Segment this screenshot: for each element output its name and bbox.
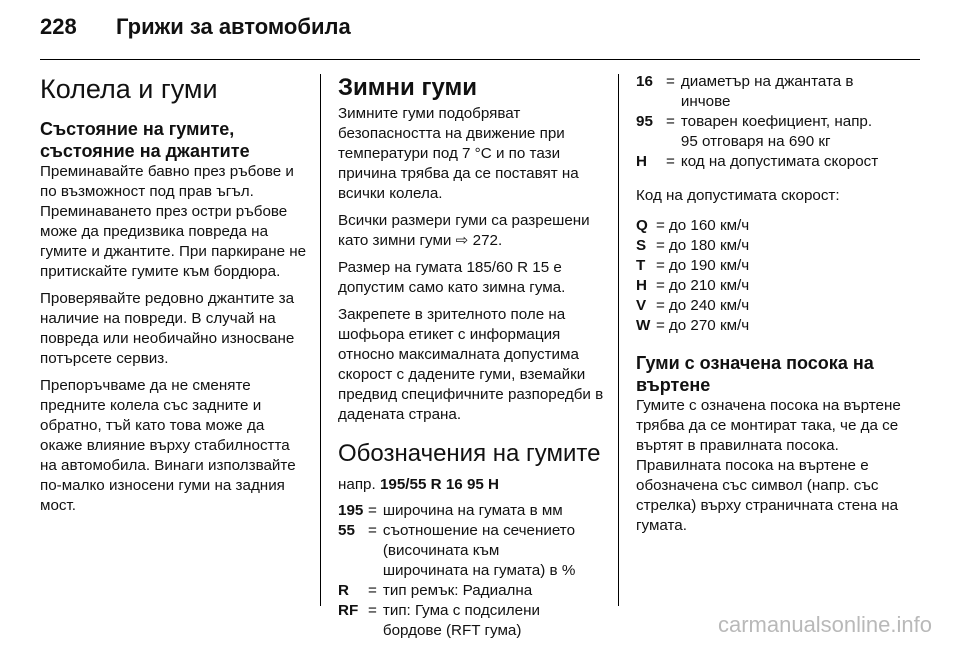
marking-definitions-continued [636,72,920,172]
speed-equals: = [656,237,665,254]
speed-key: H [636,277,647,294]
section-title: Грижи за автомобила [116,14,351,39]
column-2 [338,72,610,648]
watermark: carmanualsonline.info [717,612,932,637]
speed-equals: = [656,297,665,314]
speed-equals: = [656,257,665,274]
speed-equals: = [656,317,665,334]
example-prefix: напр. [338,476,376,493]
speed-equals: = [656,217,665,234]
paragraph: Препоръчваме да не сменяте предните колела със задните и обратно, тъй като това може да окаже влияние върху стабилността на автомобила. Винаги използвайте по-малко износени гуми на задния мост. [40,377,296,514]
definition-line: тип: Гума с подсилени [382,602,540,619]
paragraph: Преминавайте бавно през ръбове и по възможност под прав ъгъл. Преминаването през остри ръбове може да предизвика повреда на гумите и джантите. При паркиране не притискайте гумите към бордюра. [40,163,307,280]
definition-value [383,521,610,581]
speed-value: до 240 км/ч [668,297,750,314]
definition-equals: = [368,582,377,599]
definition-key: 95 [636,113,653,130]
page-reference: 272. [472,232,503,249]
definition-line: диаметър на джантата в [680,73,854,90]
column-1 [40,72,308,523]
definition-equals: = [368,502,377,519]
definition-key: R [338,582,349,599]
definition-key: RF [338,602,359,619]
winter-tyres-title: Зимни гуми [338,74,477,101]
definition-line: широчината на гумата) в % [382,562,576,579]
speed-row [636,216,920,236]
paragraph: Закрепете в зрителното поле на шофьора етикет с информация относно максималната допустима скорост с дадените гуми, вземайки предвид специфичните разпоредби в дадената страна. [338,306,604,423]
speed-row [636,256,920,276]
definition-line: бордове (RFT гума) [382,622,522,639]
chapter-title: Колела и гуми [40,74,218,104]
page-reference-icon: ⇨ [455,232,469,249]
definition-line: код на допустимата скорост [680,153,879,170]
definition-row [338,501,610,521]
subsection-title: Състояние на гумите, състояние на джантите [40,119,250,161]
speed-row [636,316,920,336]
page-number: 228 [40,14,77,39]
definition-key: H [636,153,647,170]
speed-key: V [636,297,647,314]
paragraph [338,211,610,251]
definition-value [681,112,920,152]
definition-equals: = [368,602,377,619]
speed-key: S [636,237,647,254]
paragraph-text: Всички размери гуми са разрешени като зимни гуми [338,212,590,249]
definition-key: 55 [338,522,355,539]
definition-key: 195 [338,502,364,519]
definition-line: широчина на гумата в мм [382,502,563,519]
paragraph: Проверявайте редовно джантите за наличие на повреди. В случай на повреда или необичайно износване потърсете сервиз. [40,290,295,367]
column-divider-2 [618,74,619,606]
speed-key: T [636,257,646,274]
markings-title: Обозначения на гумите [338,440,601,467]
speed-value: до 190 км/ч [668,257,750,274]
definition-line: тип ремък: Радиална [382,582,533,599]
definition-line: (височината към [382,542,500,559]
speed-row [636,276,920,296]
definition-equals: = [666,113,675,130]
definition-equals: = [666,73,675,90]
definition-row [636,152,920,172]
definition-row [636,112,920,152]
example-line [338,475,610,495]
paragraph: Зимните гуми подобряват безопасността на движение при температури под 7 °C и по тази причина трябва да се поставят на всички колела. [338,105,579,202]
definition-line: товарен коефициент, напр. [680,113,873,130]
paragraph: Размер на гумата 185/60 R 15 е допустим само като зимна гума. [338,259,566,296]
header-rule [40,59,920,60]
speed-row [636,236,920,256]
definition-line: 95 отговаря на 690 кг [680,133,831,150]
definition-value [383,501,610,521]
definition-row [338,581,610,601]
definition-value [383,601,610,641]
speed-row [636,296,920,316]
speed-value: до 210 км/ч [668,277,750,294]
definition-line: съотношение на сечението [382,522,576,539]
column-divider-1 [320,74,321,606]
speed-equals: = [656,277,665,294]
definition-row [636,72,920,112]
definition-equals: = [368,522,377,539]
speed-code-intro: Код на допустимата скорост: [636,187,840,204]
definition-value [681,72,920,112]
definition-row [338,601,610,641]
speed-key: Q [636,217,648,234]
speed-code-list [636,216,920,336]
definition-value [383,581,610,601]
column-3 [636,72,920,543]
directional-tyres-title: Гуми с означена посока на въртене [636,353,874,395]
definition-line: инчове [680,93,731,110]
definition-value [681,152,920,172]
paragraph: Гумите с означена посока на въртене трябва да се монтират така, че да се въртят в правилната посока. Правилната посока на въртене е обозначена със символ (напр. със стрелка) върху страничната стена на гумата. [636,397,901,534]
speed-value: до 180 км/ч [668,237,750,254]
example-value: 195/55 R 16 95 H [379,476,500,493]
speed-value: до 160 км/ч [668,217,750,234]
definition-key: 16 [636,73,653,90]
speed-key: W [636,317,651,334]
definition-equals: = [666,153,675,170]
speed-value: до 270 км/ч [668,317,750,334]
marking-definitions [338,501,610,641]
definition-row [338,521,610,581]
